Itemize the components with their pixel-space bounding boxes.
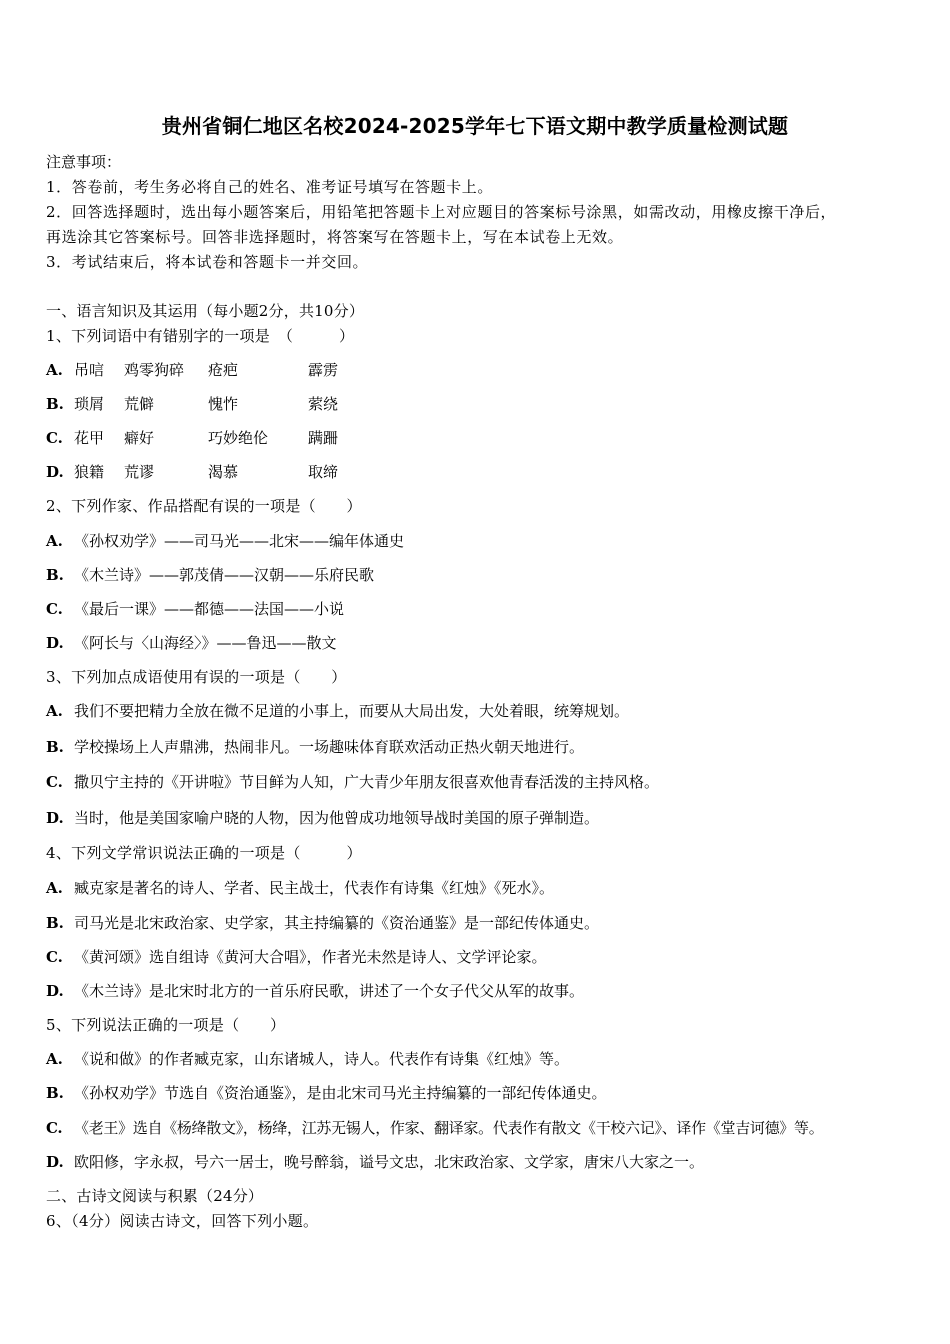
question-5-option-d xyxy=(46,1152,704,1172)
option-key: C. xyxy=(46,773,63,791)
question-1-option-d xyxy=(46,462,338,482)
option-key: A. xyxy=(46,532,63,550)
notice-line-2: 2．回答选择题时，选出每小题答案后，用铅笔把答题卡上对应题目的答案标号涂黑，如需改动，用橡皮擦干净后， xyxy=(46,203,837,221)
option-key: A. xyxy=(46,1050,63,1068)
question-1-option-a xyxy=(46,360,338,380)
option-word: 霹雳 xyxy=(308,361,339,379)
option-key: B. xyxy=(46,566,64,584)
option-word: 狼籍 xyxy=(74,463,105,481)
option-key: B. xyxy=(46,914,64,932)
option-key: B. xyxy=(46,1084,64,1102)
option-key: B. xyxy=(46,738,64,756)
option-word: 琐屑 xyxy=(74,395,105,413)
option-word: 吊唁 xyxy=(74,361,105,379)
option-text: 撒贝宁主持的《开讲啦》节目鲜为人知，广大青少年朋友很喜欢他青春活泼的主持风格。 xyxy=(74,773,660,791)
question-2-option-c xyxy=(46,599,344,619)
question-3-option-b xyxy=(46,737,584,757)
option-key: D. xyxy=(46,982,64,1000)
option-key: A. xyxy=(46,361,63,379)
option-text: 《阿长与〈山海经〉》——鲁迅——散文 xyxy=(74,634,337,652)
question-2-option-a xyxy=(46,531,404,551)
option-text: 《老王》选自《杨绛散文》，杨绛，江苏无锡人，作家、翻译家。代表作有散文《干校六记》、译作《堂吉诃德》等。 xyxy=(74,1119,824,1137)
question-5-option-b xyxy=(46,1083,607,1103)
option-text: 司马光是北宋政治家、史学家，其主持编纂的《资治通鉴》是一部纪传体通史。 xyxy=(74,914,600,932)
option-text: 当时，他是美国家喻户晓的人物，因为他曾成功地领导战时美国的原子弹制造。 xyxy=(74,809,600,827)
option-word: 疮疤 xyxy=(208,361,239,379)
question-3-option-d xyxy=(46,808,599,828)
option-word: 巧妙绝伦 xyxy=(208,429,269,447)
option-text: 欧阳修，字永叔，号六一居士，晚号醉翁，谥号文忠，北宋政治家、文学家，唐宋八大家之一。 xyxy=(74,1153,705,1171)
option-key: D. xyxy=(46,809,64,827)
notice-heading: 注意事项： xyxy=(46,153,122,171)
question-4-stem: 4、下列文学常识说法正确的一项是（ ） xyxy=(46,844,362,862)
notice-line-3: 再选涂其它答案标号。回答非选择题时，将答案写在答题卡上，写在本试卷上无效。 xyxy=(46,228,624,246)
notice-line-4: 3．考试结束后，将本试卷和答题卡一并交回。 xyxy=(46,253,369,271)
option-word: 萦绕 xyxy=(308,395,339,413)
section-2-heading: 二、古诗文阅读与积累（24分） xyxy=(46,1187,264,1205)
option-key: C. xyxy=(46,429,63,447)
option-key: A. xyxy=(46,702,63,720)
option-text: 学校操场上人声鼎沸，热闹非凡。一场趣味体育联欢活动正热火朝天地进行。 xyxy=(74,738,585,756)
question-4-option-a xyxy=(46,878,554,898)
section-1-heading: 一、语言知识及其运用（每小题2分，共10分） xyxy=(46,302,365,320)
question-5-option-a xyxy=(46,1049,569,1069)
question-2-option-d xyxy=(46,633,337,653)
option-key: C. xyxy=(46,600,63,618)
question-2-option-b xyxy=(46,565,374,585)
option-key: C. xyxy=(46,1119,63,1137)
question-1-option-b xyxy=(46,394,338,414)
option-text: 《孙权劝学》节选自《资治通鉴》，是由北宋司马光主持编纂的一部纪传体通史。 xyxy=(74,1084,607,1102)
option-text: 《黄河颂》选自组诗《黄河大合唱》，作者光未然是诗人、文学评论家。 xyxy=(74,948,547,966)
option-key: C. xyxy=(46,948,63,966)
question-3-option-c xyxy=(46,772,659,792)
notice-line-1: 1．答卷前，考生务必将自己的姓名、准考证号填写在答题卡上。 xyxy=(46,178,493,196)
question-4-option-d xyxy=(46,981,584,1001)
option-text: 臧克家是著名的诗人、学者、民主战士，代表作有诗集《红烛》《死水》。 xyxy=(74,879,555,897)
option-text: 《木兰诗》是北宋时北方的一首乐府民歌，讲述了一个女子代父从军的故事。 xyxy=(74,982,585,1000)
option-key: D. xyxy=(46,1153,64,1171)
option-word: 愧怍 xyxy=(208,395,239,413)
question-3-option-a xyxy=(46,701,629,721)
question-2-stem: 2、下列作家、作品搭配有误的一项是（ ） xyxy=(46,497,362,515)
option-word: 花甲 xyxy=(74,429,105,447)
question-5-stem: 5、下列说法正确的一项是（ ） xyxy=(46,1016,286,1034)
option-key: B. xyxy=(46,395,64,413)
option-text: 《木兰诗》——郭茂倩——汉朝——乐府民歌 xyxy=(74,566,375,584)
option-word: 取缔 xyxy=(308,463,339,481)
option-text: 《说和做》的作者臧克家，山东诸城人，诗人。代表作有诗集《红烛》等。 xyxy=(74,1050,570,1068)
option-word: 蹒跚 xyxy=(308,429,339,447)
option-word: 荒谬 xyxy=(124,463,155,481)
question-3-stem: 3、下列加点成语使用有误的一项是（ ） xyxy=(46,668,347,686)
option-key: D. xyxy=(46,463,64,481)
question-5-option-c xyxy=(46,1118,823,1138)
option-key: A. xyxy=(46,879,63,897)
option-text: 我们不要把精力全放在微不足道的小事上，而要从大局出发，大处着眼，统筹规划。 xyxy=(74,702,630,720)
option-key: D. xyxy=(46,634,64,652)
option-text: 《孙权劝学》——司马光——北宋——编年体通史 xyxy=(74,532,405,550)
question-6-stem: 6、（4分）阅读古诗文，回答下列小题。 xyxy=(46,1212,319,1230)
page-title: 贵州省铜仁地区名校2024-2025学年七下语文期中教学质量检测试题 xyxy=(161,114,789,138)
option-word: 癖好 xyxy=(124,429,155,447)
question-1-stem: 1、下列词语中有错别字的一项是 （ ） xyxy=(46,327,355,345)
option-word: 渴慕 xyxy=(208,463,239,481)
option-word: 荒僻 xyxy=(124,395,155,413)
question-4-option-c xyxy=(46,947,547,967)
question-1-option-c xyxy=(46,428,338,448)
option-text: 《最后一课》——都德——法国——小说 xyxy=(74,600,345,618)
option-word: 鸡零狗碎 xyxy=(124,361,185,379)
question-4-option-b xyxy=(46,913,599,933)
